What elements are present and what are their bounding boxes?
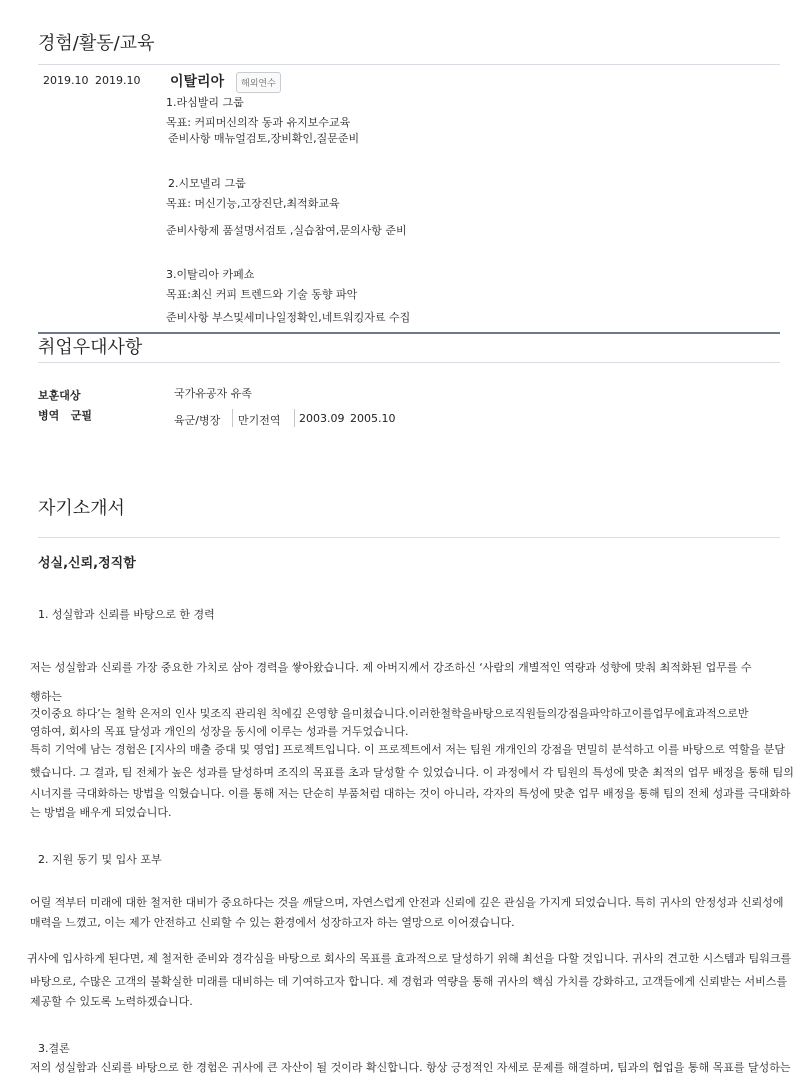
military-label: 병역 군필 — [38, 409, 92, 422]
intro-paragraph-2-line-4: 는 방법을 배우게 되었습니다. — [30, 806, 172, 819]
intro-paragraph-5-line-1: 저의 성실함과 신뢰를 바탕으로 한 경험은 귀사에 큰 자산이 될 것이라 확신합니다. 항상 긍정적인 자세로 문제를 해결하며, 팀과의 협업을 통해 목표를 달성하는 — [30, 1061, 791, 1074]
intro-paragraph-1-line-4: 영하여, 회사의 목표 달성과 개인의 성장을 동시에 이루는 성과를 거두었습니다. — [30, 725, 409, 738]
intro-paragraph-1-line-1: 저는 성실함과 신뢰를 가장 중요한 가치로 삼아 경력을 쌓아왔습니다. 제 아버지께서 강조하신 ‘사람의 개별적인 역량과 성향에 맞춰 최적화된 업무를 수 — [30, 661, 752, 674]
intro-paragraph-2-line-3: 시너지를 극대화하는 방법을 익혔습니다. 이를 통해 저는 단순히 부품처럼 대하는 것이 아니라, 각자의 특성에 맞춘 업무 배정을 통해 팀의 전체 성과를 극대화하 — [30, 787, 791, 800]
intro-section-3-heading: 3.결론 — [38, 1042, 70, 1055]
experience-item-1-heading: 1.라심발리 그룹 — [166, 96, 244, 109]
intro-subtitle: 성실,신뢰,정직함 — [38, 556, 136, 571]
experience-type-badge: 해외연수 — [236, 72, 281, 93]
experience-place: 이탈리아 — [170, 74, 225, 90]
preference-divider — [38, 362, 780, 363]
veteran-label: 보훈대상 — [38, 389, 81, 402]
military-status: 만기전역 — [238, 414, 281, 427]
experience-end-date: 2019.10 — [95, 74, 141, 87]
intro-paragraph-2-line-1: 특히 기억에 남는 경험은 [지사의 매출 증대 및 영업] 프로젝트입니다. 이 프로젝트에서 저는 팀원 개개인의 강점을 면밀히 분석하고 이를 바탕으로 역할을 분담 — [30, 743, 785, 756]
military-separator-1 — [232, 409, 233, 427]
experience-item-2-prep: 준비사항제 품설명서검토 ,실습참여,문의사항 준비 — [166, 224, 407, 237]
experience-item-2-goal: 목표: 머신기능,고장진단,최적화교육 — [166, 197, 340, 210]
experience-item-3-goal: 목표:최신 커피 트렌드와 기술 동향 파악 — [166, 288, 358, 301]
intro-section-title: 자기소개서 — [38, 498, 125, 519]
intro-paragraph-3-line-2: 매력을 느꼈고, 이는 제가 안전하고 신뢰할 수 있는 환경에서 성장하고자 하는 열망으로 이어졌습니다. — [30, 916, 515, 929]
experience-item-3-heading: 3.이탈리아 카페쇼 — [166, 268, 255, 281]
intro-paragraph-1-line-2: 행하는 — [30, 690, 62, 703]
veteran-value: 국가유공자 유족 — [174, 387, 252, 400]
military-end-date: 2005.10 — [350, 412, 396, 425]
intro-paragraph-4-line-2: 바탕으로, 수많은 고객의 불확실한 미래를 대비하는 데 기여하고자 합니다. 제 경험과 역량을 통해 귀사의 핵심 가치를 강화하고, 고객들에게 신뢰받는 서비스를 — [30, 975, 787, 988]
preference-top-rule — [38, 332, 780, 334]
military-start-date: 2003.09 — [299, 412, 345, 425]
intro-paragraph-4-line-1: 귀사에 입사하게 된다면, 제 철저한 준비와 경각심을 바탕으로 회사의 목표를 효과적으로 달성하기 위해 최선을 다할 것입니다. 귀사의 견고한 시스템과 팀워크를 — [27, 952, 792, 965]
military-branch: 육군/병장 — [174, 414, 221, 427]
experience-section-title: 경험/활동/교육 — [38, 33, 155, 54]
experience-start-date: 2019.10 — [43, 74, 89, 87]
intro-divider — [38, 537, 780, 538]
intro-section-2-heading: 2. 지원 동기 및 입사 포부 — [38, 853, 162, 866]
intro-paragraph-2-line-2: 했습니다. 그 결과, 팀 전체가 높은 성과를 달성하며 조직의 목표를 초과 달성할 수 있었습니다. 이 과정에서 각 팀원의 특성에 맞춘 최적의 업무 배정을 통해 팀의 — [30, 766, 794, 779]
preference-section-title: 취업우대사항 — [38, 337, 143, 358]
experience-item-1-prep: 준비사항 매뉴얼검토,장비확인,질문준비 — [168, 132, 360, 145]
intro-paragraph-4-line-3: 제공할 수 있도록 노력하겠습니다. — [30, 995, 193, 1008]
experience-item-1-goal: 목표: 커피머신의작 동과 유지보수교육 — [166, 116, 351, 129]
military-separator-2 — [294, 409, 295, 427]
intro-paragraph-3-line-1: 어릴 적부터 미래에 대한 철저한 대비가 중요하다는 것을 깨달으며, 자연스럽게 안전과 신뢰에 깊은 관심을 가지게 되었습니다. 특히 귀사의 안정성과 신뢰성에 — [30, 896, 784, 909]
intro-paragraph-1-line-3: 것이중요 하다’는 철학 은저의 인사 및조직 관리원 칙에깊 은영향 을미쳤습니다.이러한철학을바탕으로직원들의강점을파악하고이를업무에효과적으로반 — [30, 707, 749, 720]
experience-item-2-heading: 2.시모넬리 그룹 — [168, 177, 246, 190]
experience-item-3-prep: 준비사항 부스및세미나일정확인,네트워킹자료 수집 — [166, 311, 411, 324]
intro-section-1-heading: 1. 성실함과 신뢰를 바탕으로 한 경력 — [38, 608, 215, 621]
experience-divider — [38, 64, 780, 65]
